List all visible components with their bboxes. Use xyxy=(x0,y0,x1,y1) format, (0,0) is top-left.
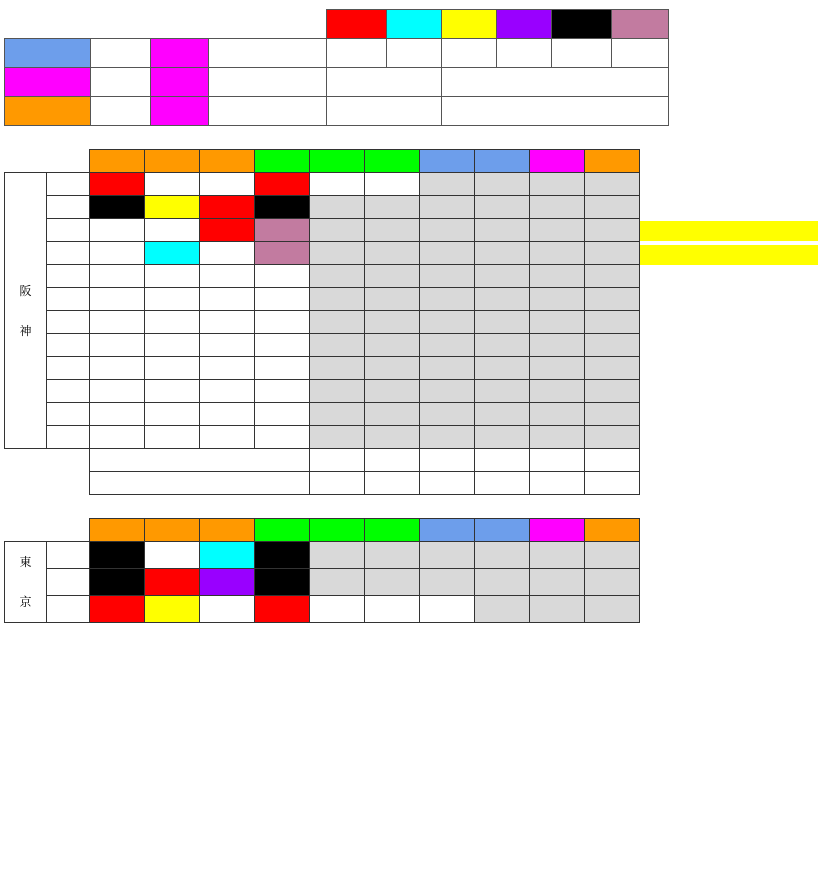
payout-sanrentan xyxy=(585,311,640,334)
payout-sanrenpuku xyxy=(530,426,585,449)
trio-hit-label xyxy=(5,68,91,97)
pick-tanana xyxy=(200,542,255,569)
race-number xyxy=(47,288,90,311)
race-number xyxy=(47,596,90,623)
payout-sanrentan xyxy=(585,403,640,426)
race-number xyxy=(47,334,90,357)
venue-char: 東 xyxy=(19,555,32,569)
totals-row xyxy=(5,449,640,472)
pick-taikou xyxy=(145,403,200,426)
trifecta-hit-label xyxy=(5,97,91,126)
total-value xyxy=(365,449,420,472)
wide-rate xyxy=(209,39,327,68)
result-cell xyxy=(255,426,310,449)
payout-sanrentan xyxy=(585,242,640,265)
trio-rate xyxy=(209,68,327,97)
date-label xyxy=(5,10,151,39)
payout-wide-1 xyxy=(420,542,475,569)
table-row xyxy=(5,311,640,334)
result-cell xyxy=(255,219,310,242)
table-row xyxy=(5,196,640,219)
pick-taikou xyxy=(145,569,200,596)
payout-tansho xyxy=(310,357,365,380)
rank-5-label xyxy=(552,10,612,39)
result-cell xyxy=(255,196,310,219)
race-number xyxy=(47,357,90,380)
pick-honmei xyxy=(90,334,145,357)
total-value xyxy=(420,449,475,472)
pick-honmei xyxy=(90,569,145,596)
payout-tansho xyxy=(310,219,365,242)
rate-label xyxy=(90,472,310,495)
tokyo-header-result xyxy=(255,519,310,542)
hanshin-header-tanana xyxy=(200,150,255,173)
blank-cell xyxy=(5,519,47,542)
race-number xyxy=(47,426,90,449)
race-number xyxy=(47,173,90,196)
payout-tansho xyxy=(310,173,365,196)
payout-tansho xyxy=(310,380,365,403)
pick-honmei xyxy=(90,196,145,219)
table-row xyxy=(5,426,640,449)
rate-value xyxy=(585,472,640,495)
pick-tanana xyxy=(200,196,255,219)
payout-sanrenpuku xyxy=(530,196,585,219)
hanshin-venue-label xyxy=(5,173,47,449)
pick-tanana xyxy=(200,334,255,357)
payout-sanrentan xyxy=(585,357,640,380)
page-title xyxy=(151,10,327,39)
table-row xyxy=(5,334,640,357)
payout-fukusho xyxy=(365,311,420,334)
payout-sanrentan xyxy=(585,196,640,219)
tokyo-header-honmei xyxy=(90,519,145,542)
rank-out-count xyxy=(612,39,669,68)
payout-wide-2 xyxy=(475,219,530,242)
result-cell xyxy=(255,403,310,426)
payout-wide-2 xyxy=(475,334,530,357)
hanshin-header-fukusho xyxy=(365,150,420,173)
payout-fukusho xyxy=(365,334,420,357)
table-row xyxy=(5,219,640,242)
blank-cell xyxy=(5,449,47,472)
pick-taikou xyxy=(145,596,200,623)
pick-tanana xyxy=(200,596,255,623)
payout-fukusho xyxy=(365,426,420,449)
pick-tanana xyxy=(200,288,255,311)
payout-fukusho xyxy=(365,242,420,265)
tokyo-header-tansho xyxy=(310,519,365,542)
pick-taikou xyxy=(145,380,200,403)
pick-honmei xyxy=(90,288,145,311)
payout-wide-2 xyxy=(475,288,530,311)
pick-honmei xyxy=(90,219,145,242)
hanshin-header-taikou xyxy=(145,150,200,173)
payout-wide-1 xyxy=(420,219,475,242)
payout-tansho xyxy=(310,403,365,426)
total-label xyxy=(90,449,310,472)
place-rate-label xyxy=(327,97,442,126)
payout-wide-2 xyxy=(475,569,530,596)
venue-char: 阪 xyxy=(19,283,32,298)
rate-value xyxy=(310,472,365,495)
payout-sanrenpuku xyxy=(530,357,585,380)
hanshin-header-honmei xyxy=(90,150,145,173)
trifecta-rate xyxy=(209,97,327,126)
rank-3-label xyxy=(442,10,497,39)
pick-tanana xyxy=(200,265,255,288)
payout-sanrentan xyxy=(585,334,640,357)
wide-hit-count xyxy=(91,39,151,68)
rank-2-label xyxy=(387,10,442,39)
pick-honmei xyxy=(90,380,145,403)
rate-value xyxy=(530,472,585,495)
payout-wide-2 xyxy=(475,403,530,426)
payout-sanrenpuku xyxy=(530,403,585,426)
total-value xyxy=(585,449,640,472)
hanshin-table xyxy=(4,149,640,495)
trifecta-rate-label xyxy=(151,97,209,126)
payout-wide-2 xyxy=(475,380,530,403)
race-number xyxy=(47,242,90,265)
trio-rate-label xyxy=(151,68,209,97)
result-cell xyxy=(255,311,310,334)
hanshin-header-wide-honmei-tanana xyxy=(475,150,530,173)
result-cell xyxy=(255,288,310,311)
pick-taikou xyxy=(145,542,200,569)
payout-fukusho xyxy=(365,542,420,569)
payout-wide-2 xyxy=(475,542,530,569)
race-number xyxy=(47,219,90,242)
payout-wide-1 xyxy=(420,242,475,265)
race-number xyxy=(47,542,90,569)
rank-4-count xyxy=(497,39,552,68)
race-number xyxy=(47,311,90,334)
payout-fukusho xyxy=(365,288,420,311)
pick-honmei xyxy=(90,173,145,196)
payout-fukusho xyxy=(365,569,420,596)
payout-wide-2 xyxy=(475,242,530,265)
payout-sanrentan xyxy=(585,596,640,623)
result-cell xyxy=(255,542,310,569)
pick-taikou xyxy=(145,357,200,380)
pick-honmei xyxy=(90,596,145,623)
pick-taikou xyxy=(145,242,200,265)
payout-wide-2 xyxy=(475,265,530,288)
tokyo-header-sanrentan xyxy=(585,519,640,542)
hanshin-header-result xyxy=(255,150,310,173)
payout-fukusho xyxy=(365,357,420,380)
rank-5-count xyxy=(552,39,612,68)
tokyo-header-wide-honmei-taikou xyxy=(420,519,475,542)
rank-out-label xyxy=(612,10,669,39)
payout-wide-1 xyxy=(420,596,475,623)
payout-wide-1 xyxy=(420,357,475,380)
payout-sanrenpuku xyxy=(530,596,585,623)
wide-rate-label xyxy=(151,39,209,68)
payout-fukusho xyxy=(365,596,420,623)
payout-tansho xyxy=(310,542,365,569)
pick-honmei xyxy=(90,403,145,426)
payout-sanrentan xyxy=(585,288,640,311)
payout-tansho xyxy=(310,196,365,219)
table-row xyxy=(5,380,640,403)
result-cell xyxy=(255,334,310,357)
tokyo-table xyxy=(4,518,640,623)
payout-sanrenpuku xyxy=(530,311,585,334)
payout-tansho xyxy=(310,596,365,623)
pick-tanana xyxy=(200,426,255,449)
payout-sanrentan xyxy=(585,426,640,449)
table-row xyxy=(5,242,640,265)
payout-wide-1 xyxy=(420,403,475,426)
table-row xyxy=(5,403,640,426)
tokyo-header-fukusho xyxy=(365,519,420,542)
payout-wide-2 xyxy=(475,596,530,623)
race-number xyxy=(47,265,90,288)
result-cell xyxy=(255,380,310,403)
pick-taikou xyxy=(145,173,200,196)
hanshin-header-sanrentan xyxy=(585,150,640,173)
hanshin-note-3r xyxy=(640,221,818,241)
pick-tanana xyxy=(200,173,255,196)
payout-wide-1 xyxy=(420,173,475,196)
payout-sanrenpuku xyxy=(530,242,585,265)
payout-wide-1 xyxy=(420,196,475,219)
payout-sanrenpuku xyxy=(530,265,585,288)
table-row xyxy=(5,265,640,288)
blank-cell xyxy=(47,519,90,542)
pick-honmei xyxy=(90,265,145,288)
payout-sanrentan xyxy=(585,219,640,242)
pick-taikou xyxy=(145,334,200,357)
venue-char: 神 xyxy=(19,323,32,338)
table-row xyxy=(5,357,640,380)
payout-sanrenpuku xyxy=(530,569,585,596)
blank-cell xyxy=(47,150,90,173)
payout-wide-1 xyxy=(420,265,475,288)
total-value xyxy=(530,449,585,472)
result-cell xyxy=(255,357,310,380)
result-cell xyxy=(255,173,310,196)
pick-honmei xyxy=(90,311,145,334)
pick-tanana xyxy=(200,569,255,596)
payout-sanrenpuku xyxy=(530,334,585,357)
payout-sanrenpuku xyxy=(530,380,585,403)
pick-taikou xyxy=(145,288,200,311)
payout-fukusho xyxy=(365,265,420,288)
payout-sanrentan xyxy=(585,173,640,196)
trifecta-hit-count xyxy=(91,97,151,126)
rank-1-label xyxy=(327,10,387,39)
race-number xyxy=(47,569,90,596)
result-cell xyxy=(255,596,310,623)
table-row xyxy=(5,596,640,623)
payout-wide-2 xyxy=(475,173,530,196)
result-cell xyxy=(255,569,310,596)
race-number xyxy=(47,196,90,219)
payout-tansho xyxy=(310,426,365,449)
pick-taikou xyxy=(145,265,200,288)
pick-tanana xyxy=(200,242,255,265)
table-row xyxy=(5,542,640,569)
payout-wide-1 xyxy=(420,426,475,449)
result-cell xyxy=(255,265,310,288)
total-value xyxy=(310,449,365,472)
rate-value xyxy=(420,472,475,495)
rank-4-label xyxy=(497,10,552,39)
tokyo-header-tanana xyxy=(200,519,255,542)
pick-taikou xyxy=(145,196,200,219)
blank-cell xyxy=(5,150,47,173)
pick-honmei xyxy=(90,542,145,569)
payout-wide-1 xyxy=(420,334,475,357)
table-row xyxy=(5,569,640,596)
pick-tanana xyxy=(200,403,255,426)
result-cell xyxy=(255,242,310,265)
payout-wide-2 xyxy=(475,357,530,380)
total-value xyxy=(475,449,530,472)
payout-sanrenpuku xyxy=(530,288,585,311)
rate-value xyxy=(365,472,420,495)
payout-sanrentan xyxy=(585,265,640,288)
payout-wide-2 xyxy=(475,311,530,334)
pick-taikou xyxy=(145,426,200,449)
payout-fukusho xyxy=(365,403,420,426)
blank-cell xyxy=(47,472,90,495)
wide-hit-label xyxy=(5,39,91,68)
tokyo-header-sanrenpuku xyxy=(530,519,585,542)
payout-tansho xyxy=(310,311,365,334)
payout-fukusho xyxy=(365,173,420,196)
pick-tanana xyxy=(200,357,255,380)
rank-2-count xyxy=(387,39,442,68)
rank-1-count xyxy=(327,39,387,68)
table-row xyxy=(5,288,640,311)
summary-table xyxy=(4,9,669,126)
payout-sanrentan xyxy=(585,542,640,569)
rate-row xyxy=(5,472,640,495)
race-number xyxy=(47,403,90,426)
payout-tansho xyxy=(310,265,365,288)
payout-sanrentan xyxy=(585,380,640,403)
tokyo-venue-label xyxy=(5,542,47,623)
hanshin-header-wide-honmei-taikou xyxy=(420,150,475,173)
payout-tansho xyxy=(310,569,365,596)
blank-cell xyxy=(47,449,90,472)
rank-3-count xyxy=(442,39,497,68)
hanshin-header-tansho xyxy=(310,150,365,173)
place-rate xyxy=(442,97,669,126)
venue-char: 京 xyxy=(19,595,32,609)
payout-sanrenpuku xyxy=(530,173,585,196)
pick-honmei xyxy=(90,242,145,265)
pick-taikou xyxy=(145,311,200,334)
tokyo-header-taikou xyxy=(145,519,200,542)
trio-hit-count xyxy=(91,68,151,97)
payout-tansho xyxy=(310,334,365,357)
rate-value xyxy=(475,472,530,495)
payout-wide-2 xyxy=(475,426,530,449)
payout-fukusho xyxy=(365,380,420,403)
payout-wide-1 xyxy=(420,311,475,334)
payout-wide-1 xyxy=(420,288,475,311)
pick-tanana xyxy=(200,311,255,334)
payout-tansho xyxy=(310,288,365,311)
pick-tanana xyxy=(200,380,255,403)
tokyo-header-wide-honmei-tanana xyxy=(475,519,530,542)
blank-cell xyxy=(5,472,47,495)
payout-tansho xyxy=(310,242,365,265)
win-rate xyxy=(442,68,669,97)
payout-wide-1 xyxy=(420,569,475,596)
payout-sanrentan xyxy=(585,569,640,596)
payout-sanrenpuku xyxy=(530,542,585,569)
table-row xyxy=(5,173,640,196)
payout-wide-1 xyxy=(420,380,475,403)
payout-fukusho xyxy=(365,196,420,219)
pick-tanana xyxy=(200,219,255,242)
race-number xyxy=(47,380,90,403)
payout-fukusho xyxy=(365,219,420,242)
hanshin-header-sanrenpuku xyxy=(530,150,585,173)
pick-honmei xyxy=(90,357,145,380)
payout-wide-2 xyxy=(475,196,530,219)
win-rate-label xyxy=(327,68,442,97)
pick-taikou xyxy=(145,219,200,242)
payout-sanrenpuku xyxy=(530,219,585,242)
pick-honmei xyxy=(90,426,145,449)
hanshin-note-4r xyxy=(640,245,818,265)
